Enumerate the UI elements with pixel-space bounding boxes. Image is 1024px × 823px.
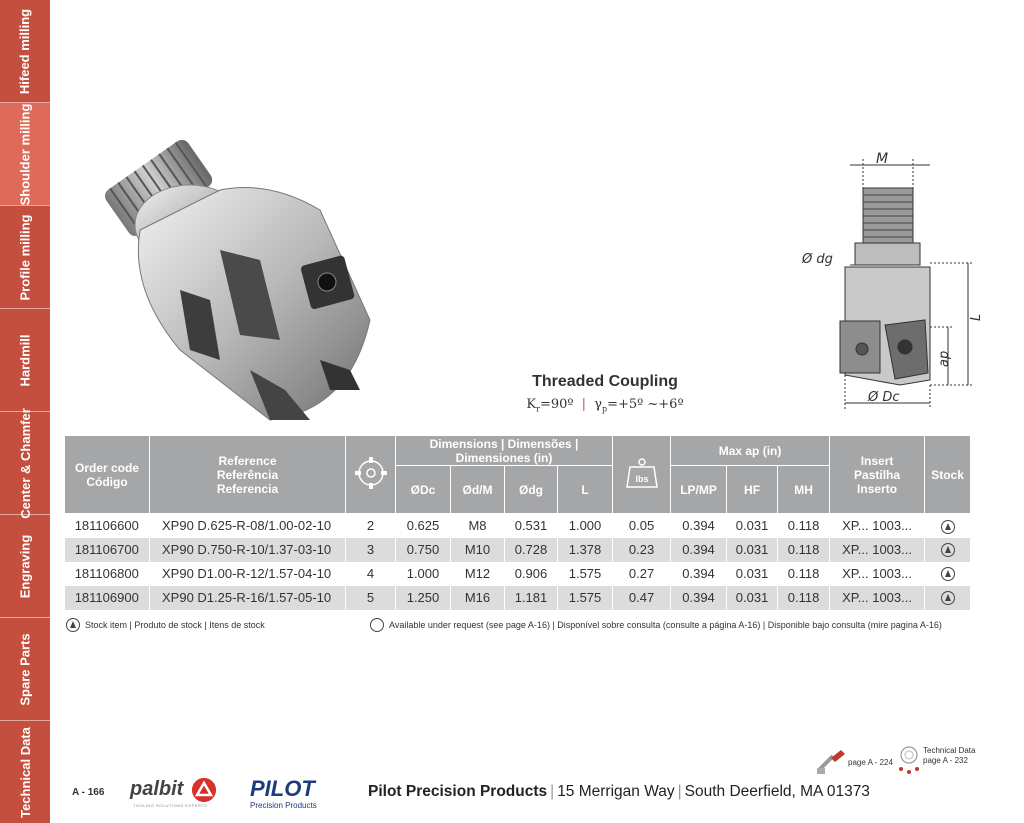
header-dm: Ød/M xyxy=(451,466,505,514)
header-l: L xyxy=(558,466,613,514)
cell-mh: 0.118 xyxy=(778,562,830,586)
cell-lbs: 0.27 xyxy=(613,562,671,586)
cell-z: 2 xyxy=(346,514,396,538)
tab-label: Technical Data xyxy=(17,726,33,818)
legend-request xyxy=(370,618,942,632)
cell-z: 5 xyxy=(346,586,396,610)
table-row xyxy=(65,586,971,610)
cell-dm: M10 xyxy=(451,538,505,562)
stock-icon xyxy=(941,543,955,557)
page-footer xyxy=(0,770,1024,820)
svg-text:lbs: lbs xyxy=(635,474,649,484)
tab-label: Spare Parts xyxy=(17,632,33,706)
section-sidebar xyxy=(0,0,50,823)
angle-separator: | xyxy=(581,397,587,412)
company-address: Pilot Precision Products | 15 Merrigan Way | South Deerfield, MA 01373 xyxy=(368,783,870,800)
tab-label: Hardmill xyxy=(17,333,33,387)
page-number: A - 166 xyxy=(72,787,105,798)
cell-mh: 0.118 xyxy=(778,538,830,562)
palbit-logo-text: palbit xyxy=(130,778,184,800)
cell-dc: 0.625 xyxy=(396,514,451,538)
cell-dm: M12 xyxy=(451,562,505,586)
palbit-tagline: TOOLING SOLUTIONS EXPERTS xyxy=(133,803,208,808)
stock-icon xyxy=(941,591,955,605)
cell-dm: M8 xyxy=(451,514,505,538)
cell-stock xyxy=(925,538,971,562)
header-dimensions: Dimensions | Dimensões | Dimensiones (in) xyxy=(396,436,613,466)
cell-code: 181106900 xyxy=(65,586,150,610)
tab-label: Profile milling xyxy=(17,214,33,300)
tab-engraving[interactable] xyxy=(0,515,50,618)
kr-symbol: K xyxy=(526,397,537,412)
cell-dm: M16 xyxy=(451,586,505,610)
header-insert: Insert Pastilha Inserto xyxy=(830,436,925,514)
cell-lp: 0.394 xyxy=(671,514,727,538)
stock-icon xyxy=(941,567,955,581)
cell-insert: XP... 1003... xyxy=(830,514,925,538)
gamma-value: =+5º ~+6º xyxy=(607,397,684,412)
header-reference: Reference Referência Referencia xyxy=(150,436,346,514)
tab-spare-parts[interactable] xyxy=(0,618,50,721)
header-hf: HF xyxy=(727,466,778,514)
table-row xyxy=(65,514,971,538)
product-photo xyxy=(70,120,390,430)
header-dc: ØDc xyxy=(396,466,451,514)
cell-dc: 0.750 xyxy=(396,538,451,562)
cell-hf: 0.031 xyxy=(727,562,778,586)
cell-z: 3 xyxy=(346,538,396,562)
stock-icon xyxy=(941,520,955,534)
tab-label: Center & Chamfer xyxy=(17,407,33,519)
cell-lp: 0.394 xyxy=(671,586,727,610)
street: 15 Merrigan Way xyxy=(557,783,675,800)
city: South Deerfield, MA 01373 xyxy=(684,783,870,800)
kr-value: =90º xyxy=(539,397,574,412)
header-dg: Ødg xyxy=(505,466,558,514)
palbit-logo-icon xyxy=(192,778,216,802)
cell-l: 1.575 xyxy=(558,562,613,586)
pilot-logo-text: PILOT xyxy=(250,776,315,801)
cell-code: 181106700 xyxy=(65,538,150,562)
product-title: Threaded Coupling xyxy=(532,373,678,390)
tab-label: Engraving xyxy=(17,534,33,598)
request-circle-icon xyxy=(370,618,384,632)
header-teeth xyxy=(346,436,396,514)
cell-insert: XP... 1003... xyxy=(830,586,925,610)
cell-l: 1.575 xyxy=(558,586,613,610)
cell-stock xyxy=(925,514,971,538)
cell-ref: XP90 D1.00-R-12/1.57-04-10 xyxy=(150,562,346,586)
weight-icon xyxy=(624,455,660,491)
header-max-ap: Max ap (in) xyxy=(671,436,830,466)
pilot-subtitle: Precision Products xyxy=(250,801,317,810)
cell-dg: 0.531 xyxy=(505,514,558,538)
tab-label: Shoulder milling xyxy=(17,103,33,205)
header-order-code: Order code Código xyxy=(65,436,150,514)
cell-mh: 0.118 xyxy=(778,514,830,538)
page-ref-tech[interactable]: Technical Data page A - 232 xyxy=(923,746,976,765)
table-row xyxy=(65,538,971,562)
page-ref-spare[interactable]: page A - 224 xyxy=(848,758,893,767)
legend-request-text: Available under request (see page A-16) | Disponível sobre consulta (consulte a página A-16) | Disponible bajo consulta (mire pagina A-16) xyxy=(389,620,942,630)
cell-dc: 1.000 xyxy=(396,562,451,586)
cell-z: 4 xyxy=(346,562,396,586)
cell-ref: XP90 D1.25-R-16/1.57-05-10 xyxy=(150,586,346,610)
cell-dg: 1.181 xyxy=(505,586,558,610)
company-name: Pilot Precision Products xyxy=(368,783,548,800)
cell-dg: 0.728 xyxy=(505,538,558,562)
tool-schematic xyxy=(790,145,990,415)
header-stock: Stock xyxy=(925,436,971,514)
gamma-symbol: γ xyxy=(594,397,602,412)
cell-code: 181106800 xyxy=(65,562,150,586)
tab-profile-milling[interactable] xyxy=(0,206,50,309)
cell-lbs: 0.23 xyxy=(613,538,671,562)
tab-label: Hifeed milling xyxy=(17,8,33,94)
header-lp-mp: LP/MP xyxy=(671,466,727,514)
label-m: M xyxy=(876,151,889,167)
cell-hf: 0.031 xyxy=(727,586,778,610)
cell-hf: 0.031 xyxy=(727,538,778,562)
cell-code: 181106600 xyxy=(65,514,150,538)
teeth-icon xyxy=(354,456,388,490)
tab-center-chamfer[interactable] xyxy=(0,407,50,519)
cell-lbs: 0.47 xyxy=(613,586,671,610)
cutting-angles xyxy=(500,397,710,414)
product-title-block xyxy=(500,373,710,414)
cell-lp: 0.394 xyxy=(671,538,727,562)
tab-hifeed-milling[interactable] xyxy=(0,0,50,103)
cell-stock xyxy=(925,586,971,610)
cell-ref: XP90 D.625-R-08/1.00-02-10 xyxy=(150,514,346,538)
tab-hardmill[interactable] xyxy=(0,309,50,412)
cell-l: 1.378 xyxy=(558,538,613,562)
kr-subscript: r xyxy=(536,404,540,414)
cell-dg: 0.906 xyxy=(505,562,558,586)
label-dc: Ø Dc xyxy=(868,390,900,405)
product-table xyxy=(64,435,970,610)
legend-stock-text: Stock item | Produto de stock | Itens de stock xyxy=(85,620,265,630)
header-weight xyxy=(613,436,671,514)
cell-lbs: 0.05 xyxy=(613,514,671,538)
tab-shoulder-milling[interactable] xyxy=(0,103,50,206)
cell-lp: 0.394 xyxy=(671,562,727,586)
label-dg: Ø dg xyxy=(802,252,833,267)
cell-hf: 0.031 xyxy=(727,514,778,538)
cell-insert: XP... 1003... xyxy=(830,562,925,586)
cell-mh: 0.118 xyxy=(778,586,830,610)
header-mh: MH xyxy=(778,466,830,514)
stock-icon xyxy=(66,618,80,632)
gamma-subscript: p xyxy=(601,404,608,414)
cell-ref: XP90 D.750-R-10/1.37-03-10 xyxy=(150,538,346,562)
cell-stock xyxy=(925,562,971,586)
cell-dc: 1.250 xyxy=(396,586,451,610)
legend-stock xyxy=(66,618,265,632)
table-row xyxy=(65,562,971,586)
label-ap: ap xyxy=(937,350,952,367)
label-l: L xyxy=(969,313,984,321)
cell-insert: XP... 1003... xyxy=(830,538,925,562)
cell-l: 1.000 xyxy=(558,514,613,538)
